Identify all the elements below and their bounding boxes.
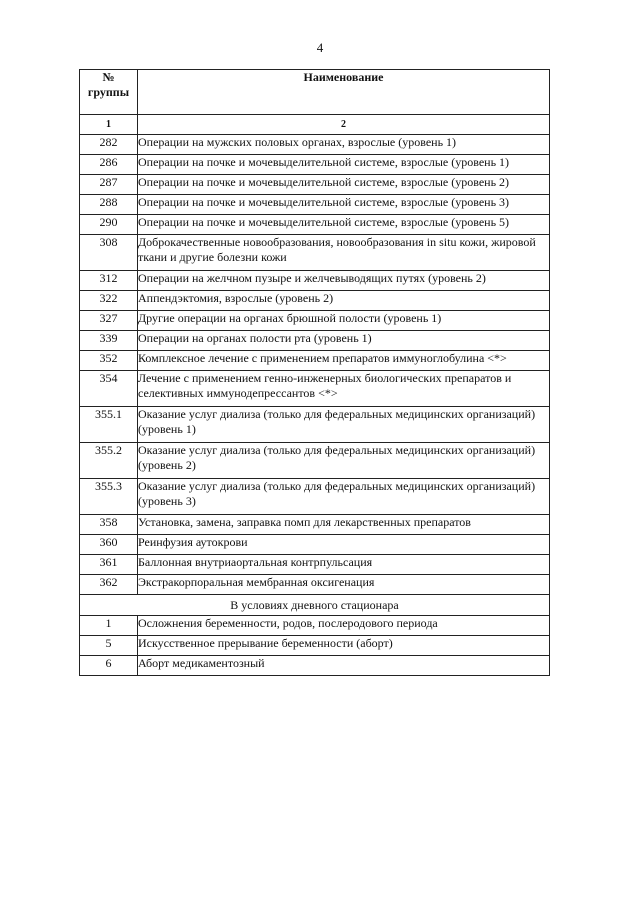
table-row xyxy=(80,515,550,535)
group-name: Операции на желчном пузыре и желчевыводящих путях (уровень 2) xyxy=(138,271,550,291)
group-number: 1 xyxy=(80,616,138,636)
section-title: В условиях дневного стационара xyxy=(80,595,550,616)
group-name: Осложнения беременности, родов, послеродового периода xyxy=(138,616,550,636)
group-name: Операции на почке и мочевыделительной системе, взрослые (уровень 5) xyxy=(138,215,550,235)
header-group-number xyxy=(80,70,138,115)
group-number: 322 xyxy=(80,291,138,311)
group-name: Оказание услуг диализа (только для федеральных медицинских организаций) (уровень 1) xyxy=(138,407,550,443)
group-number: 361 xyxy=(80,555,138,575)
table-row xyxy=(80,235,550,271)
group-name: Другие операции на органах брюшной полости (уровень 1) xyxy=(138,311,550,331)
group-name: Баллонная внутриаортальная контрпульсация xyxy=(138,555,550,575)
table-row xyxy=(80,331,550,351)
group-number: 288 xyxy=(80,195,138,215)
group-number: 358 xyxy=(80,515,138,535)
table-row xyxy=(80,575,550,595)
table-row xyxy=(80,271,550,291)
group-number: 282 xyxy=(80,135,138,155)
group-name: Аборт медикаментозный xyxy=(138,656,550,676)
header-group-label: группы xyxy=(87,85,130,99)
group-number: 354 xyxy=(80,371,138,407)
header-name: Наименование xyxy=(138,70,550,115)
group-name: Аппендэктомия, взрослые (уровень 2) xyxy=(138,291,550,311)
header-number-sign: № xyxy=(102,70,115,84)
table-row xyxy=(80,407,550,443)
group-number: 339 xyxy=(80,331,138,351)
table-row xyxy=(80,656,550,676)
group-number: 287 xyxy=(80,175,138,195)
group-number: 286 xyxy=(80,155,138,175)
group-name: Операции на органах полости рта (уровень 1) xyxy=(138,331,550,351)
group-number: 355.3 xyxy=(80,479,138,515)
group-name: Операции на почке и мочевыделительной системе, взрослые (уровень 2) xyxy=(138,175,550,195)
group-name: Установка, замена, заправка помп для лекарственных препаратов xyxy=(138,515,550,535)
group-name: Операции на почке и мочевыделительной системе, взрослые (уровень 3) xyxy=(138,195,550,215)
table-row xyxy=(80,195,550,215)
table-row xyxy=(80,351,550,371)
group-number: 5 xyxy=(80,636,138,656)
group-number: 290 xyxy=(80,215,138,235)
table-row xyxy=(80,443,550,479)
table-row xyxy=(80,479,550,515)
table-row xyxy=(80,175,550,195)
group-number: 355.1 xyxy=(80,407,138,443)
group-number: 355.2 xyxy=(80,443,138,479)
table-row xyxy=(80,535,550,555)
page-number: 4 xyxy=(316,40,324,55)
group-name: Комплексное лечение с применением препаратов иммуноглобулина <*> xyxy=(138,351,550,371)
table-row xyxy=(80,155,550,175)
group-name: Реинфузия аутокрови xyxy=(138,535,550,555)
column-index-2: 2 xyxy=(138,115,550,135)
group-number: 6 xyxy=(80,656,138,676)
table-row xyxy=(80,636,550,656)
group-number: 327 xyxy=(80,311,138,331)
table-row xyxy=(80,135,550,155)
column-index-1: 1 xyxy=(80,115,138,135)
group-number: 362 xyxy=(80,575,138,595)
kcg-table xyxy=(79,69,550,676)
group-number: 352 xyxy=(80,351,138,371)
section-row xyxy=(80,595,550,616)
group-name: Оказание услуг диализа (только для федеральных медицинских организаций) (уровень 3) xyxy=(138,479,550,515)
group-name: Операции на почке и мочевыделительной системе, взрослые (уровень 1) xyxy=(138,155,550,175)
group-name: Лечение с применением генно-инженерных биологических препаратов и селективных иммунодепрессантов <*> xyxy=(138,371,550,407)
group-name: Искусственное прерывание беременности (аборт) xyxy=(138,636,550,656)
table-row xyxy=(80,215,550,235)
table-row xyxy=(80,371,550,407)
table-row xyxy=(80,311,550,331)
table-row xyxy=(80,291,550,311)
group-name: Доброкачественные новообразования, новообразования in situ кожи, жировой ткани и другие болезни кожи xyxy=(138,235,550,271)
group-name: Операции на мужских половых органах, взрослые (уровень 1) xyxy=(138,135,550,155)
table-row xyxy=(80,616,550,636)
group-name: Оказание услуг диализа (только для федеральных медицинских организаций) (уровень 2) xyxy=(138,443,550,479)
table-row xyxy=(80,555,550,575)
table-header-row xyxy=(80,70,550,115)
group-number: 308 xyxy=(80,235,138,271)
column-index-row xyxy=(80,115,550,135)
group-number: 312 xyxy=(80,271,138,291)
group-number: 360 xyxy=(80,535,138,555)
group-name: Экстракорпоральная мембранная оксигенация xyxy=(138,575,550,595)
